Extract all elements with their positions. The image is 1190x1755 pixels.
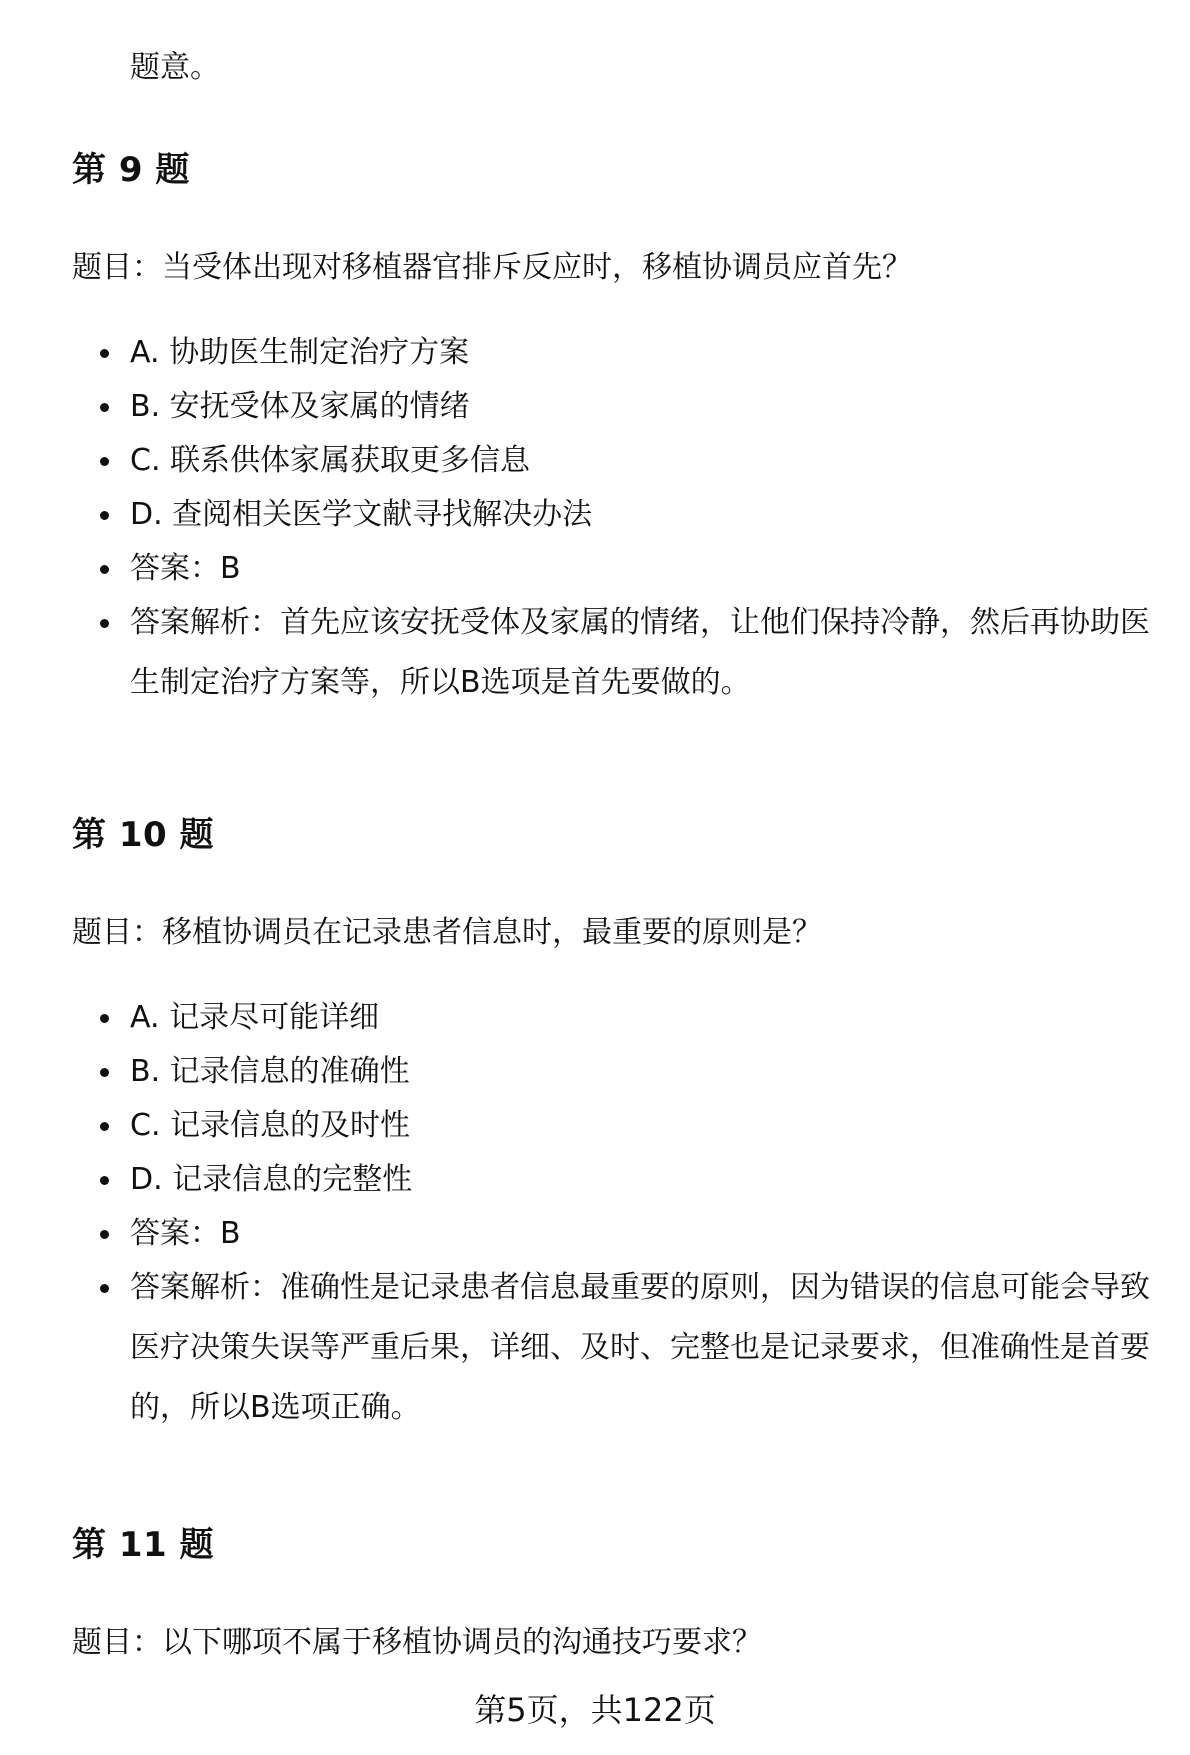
question-text: 题目：移植协调员在记录患者信息时，最重要的原则是？ xyxy=(72,915,822,950)
answer-text: 答案：B xyxy=(130,1216,241,1251)
answer-item xyxy=(100,539,1160,599)
option-item xyxy=(100,377,1160,437)
page-footer: 第5页，共122页 xyxy=(474,1691,716,1729)
option-text: D. 记录信息的完整性 xyxy=(130,1162,413,1197)
option-item xyxy=(100,988,1160,1048)
bullet-icon xyxy=(100,511,109,520)
option-text: D. 查阅相关医学文献寻找解决办法 xyxy=(130,497,593,532)
option-item xyxy=(100,1150,1160,1210)
answer-item xyxy=(100,1204,1160,1264)
question-text: 题目：以下哪项不属于移植协调员的沟通技巧要求？ xyxy=(72,1625,762,1660)
option-text: A. 协助医生制定治疗方案 xyxy=(130,335,470,370)
answer-text: 答案：B xyxy=(130,551,241,586)
option-item xyxy=(100,431,1160,491)
question-title: 第 9 题 xyxy=(72,150,190,190)
option-item xyxy=(100,485,1160,545)
bullet-icon xyxy=(100,1284,109,1293)
option-text: C. 联系供体家属获取更多信息 xyxy=(130,443,531,478)
explanation-item xyxy=(100,593,1160,713)
option-text: B. 记录信息的准确性 xyxy=(130,1054,410,1089)
bullet-icon xyxy=(100,565,109,574)
option-text: B. 安抚受体及家属的情绪 xyxy=(130,389,470,424)
question-title: 第 11 题 xyxy=(72,1525,214,1565)
explanation-item xyxy=(100,1258,1160,1438)
continuation-text: 题意。 xyxy=(130,50,220,85)
bullet-icon xyxy=(100,403,109,412)
bullet-icon xyxy=(100,1176,109,1185)
bullet-icon xyxy=(100,1122,109,1131)
option-item xyxy=(100,323,1160,383)
explanation-text: 答案解析：首先应该安抚受体及家属的情绪，让他们保持冷静，然后再协助医生制定治疗方案等，所以B选项是首先要做的。 xyxy=(130,605,1150,700)
explanation-text: 答案解析：准确性是记录患者信息最重要的原则，因为错误的信息可能会导致医疗决策失误等严重后果，详细、及时、完整也是记录要求，但准确性是首要的，所以B选项正确。 xyxy=(130,1270,1150,1425)
bullet-icon xyxy=(100,349,109,358)
bullet-icon xyxy=(100,1068,109,1077)
question-title: 第 10 题 xyxy=(72,815,214,855)
bullet-icon xyxy=(100,1014,109,1023)
option-text: A. 记录尽可能详细 xyxy=(130,1000,380,1035)
question-text: 题目：当受体出现对移植器官排斥反应时，移植协调员应首先？ xyxy=(72,250,912,285)
option-text: C. 记录信息的及时性 xyxy=(130,1108,411,1143)
option-item xyxy=(100,1042,1160,1102)
bullet-icon xyxy=(100,457,109,466)
option-item xyxy=(100,1096,1160,1156)
bullet-icon xyxy=(100,619,109,628)
bullet-icon xyxy=(100,1230,109,1239)
